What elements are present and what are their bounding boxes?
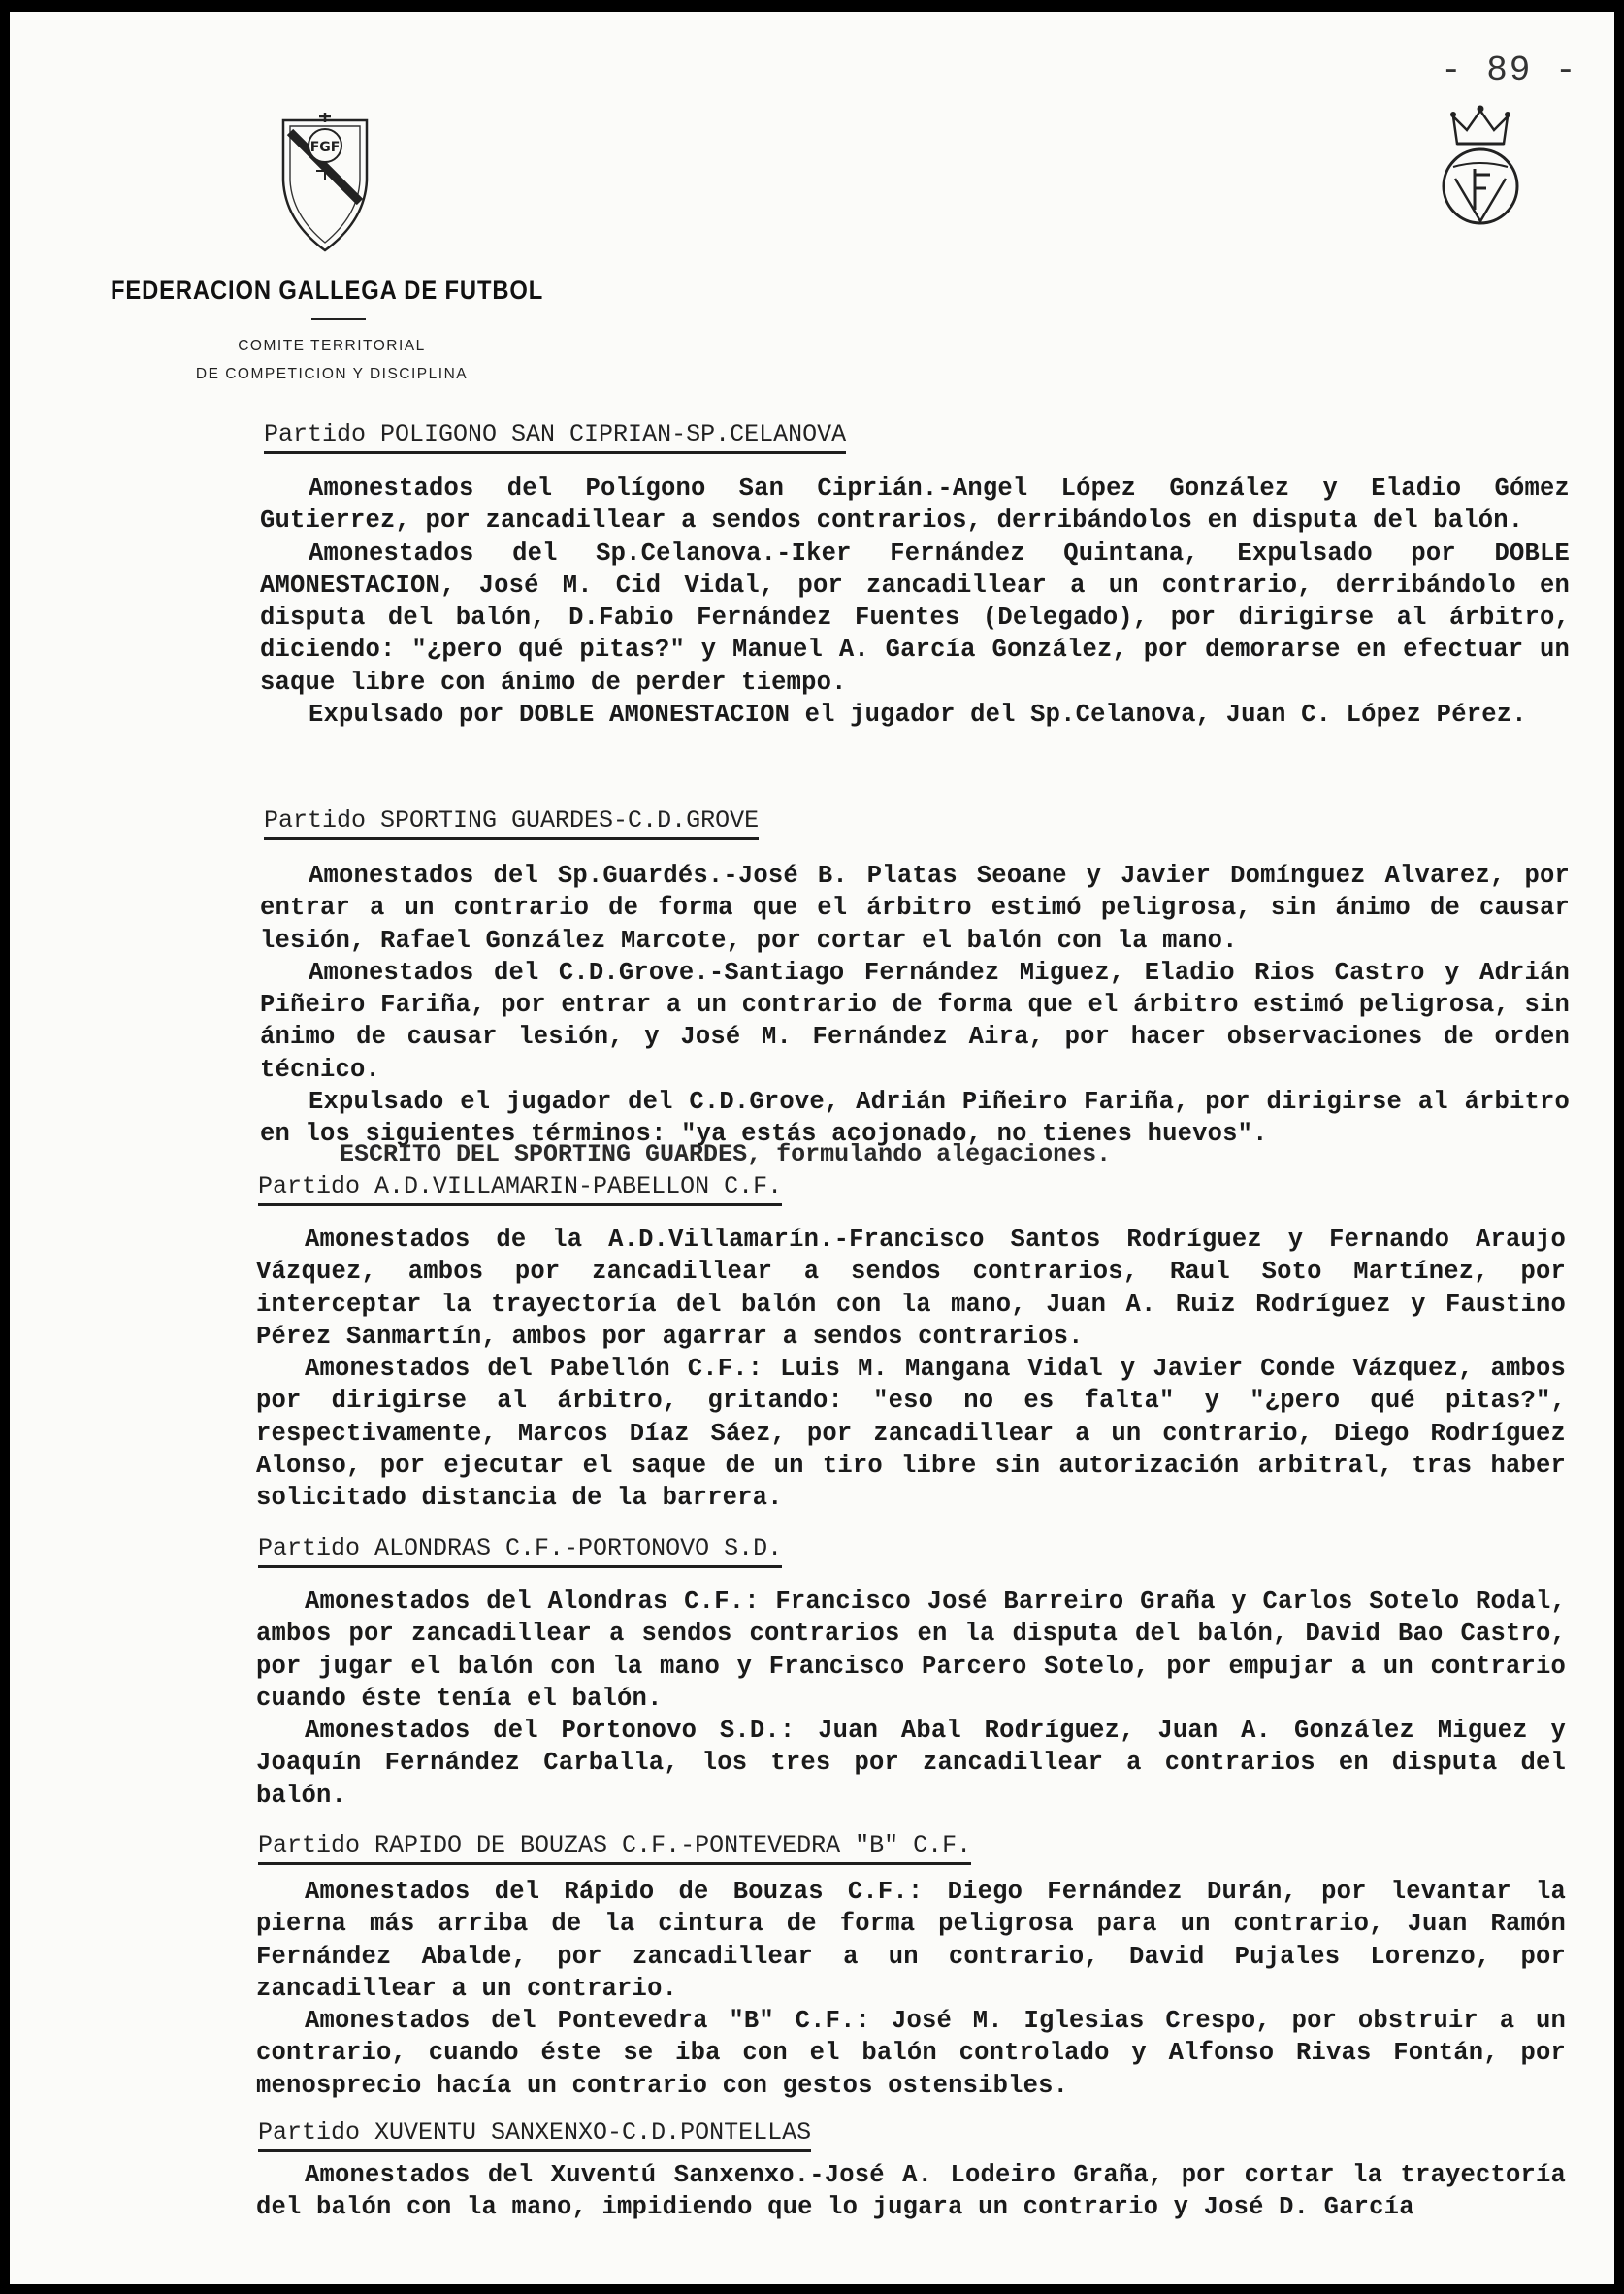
paragraph: Amonestados de la A.D.Villamarín.-Francisco Santos Rodríguez y Fernando Araujo Vázquez, ambos por zancadillear a sendos contrarios, Raul Soto Martínez, por interceptar la trayectoría del balón con la mano, Juan A. Ruiz Rodríguez y Faustino Pérez Sanmartín, ambos por agarrar a sendos contrarios. — [256, 1226, 1566, 1351]
svg-text:FGF: FGF — [309, 140, 341, 155]
match-title-4: Partido ALONDRAS C.F.-PORTONOVO S.D. — [258, 1533, 782, 1568]
page-number: - 89 - — [1441, 50, 1578, 90]
match-5-text — [256, 1876, 1566, 2102]
paragraph: Amonestados del Sp.Guardés.-José B. Platas Seoane y Javier Domínguez Alvarez, por entrar a un contrario de forma que el árbitro estimó peligrosa, sin ánimo de causar lesión, Rafael González Marcote, por cortar el balón con la mano. — [260, 862, 1570, 955]
overtyped-note: ESCRITO DEL SPORTING GUARDES, formulando alegaciones. — [340, 1140, 1112, 1168]
paragraph: Amonestados del C.D.Grove.-Santiago Fernández Miguez, Eladio Rios Castro y Adrián Piñeiro Fariña, por entrar a un contrario de forma que el árbitro estimó peligrosa, sin ánimo de causar lesión, y José M. Fernández Aira, por hacer observaciones de orden técnico. — [260, 958, 1570, 1084]
crown-crest-icon — [1436, 101, 1525, 233]
match-title-5: Partido RAPIDO DE BOUZAS C.F.-PONTEVEDRA "B" C.F. — [258, 1830, 971, 1865]
paragraph: Amonestados del Pabellón C.F.: Luis M. Mangana Vidal y Javier Conde Vázquez, ambos por dirigirse al árbitro, gritando: "eso no es falta" y "¿pero qué pitas?", respectivamente, Marcos Díaz Sáez, por zancadillear a un contrario, Diego Rodríguez Alonso, por ejecutar el saque de un tiro libre sin autorización arbitral, tras haber solicitado distancia de la barrera. — [256, 1355, 1566, 1513]
match-1-text — [260, 473, 1570, 731]
match-title-6: Partido XUVENTU SANXENXO-C.D.PONTELLAS — [258, 2117, 811, 2152]
paragraph: Amonestados del Polígono San Ciprián.-Angel López González y Eladio Gómez Gutierrez, por zancadillear a sendos contrarios, derribándolos en disputa del balón. — [260, 475, 1570, 536]
match-6-text — [256, 2159, 1566, 2224]
committee-name — [138, 332, 526, 388]
federation-shield-icon — [279, 113, 371, 254]
match-3-text — [256, 1224, 1566, 1515]
match-2-text — [260, 860, 1570, 1151]
paragraph: Amonestados del Portonovo S.D.: Juan Abal Rodríguez, Juan A. González Miguez y Joaquín Fernández Carballa, los tres por zancadillear a contrarios en disputa del balón. — [256, 1717, 1566, 1810]
match-title-1: Partido POLIGONO SAN CIPRIAN-SP.CELANOVA — [264, 419, 846, 454]
paragraph: Expulsado por DOBLE AMONESTACION el jugador del Sp.Celanova, Juan C. López Pérez. — [309, 701, 1527, 730]
title-divider — [311, 318, 366, 320]
paragraph: Amonestados del Alondras C.F.: Francisco José Barreiro Graña y Carlos Sotelo Rodal, ambos por zancadillear a sendos contrarios en la disputa del balón, David Bao Castro, por jugar el balón con la mano y Francisco Parcero Sotelo, por empujar a un contrario cuando éste tenía el balón. — [256, 1588, 1566, 1713]
match-title-3: Partido A.D.VILLAMARIN-PABELLON C.F. — [258, 1171, 782, 1206]
match-4-text — [256, 1586, 1566, 1812]
federation-title: FEDERACION GALLEGA DE FUTBOL — [111, 276, 544, 305]
committee-line-1: COMITE TERRITORIAL — [238, 338, 426, 354]
paragraph: Amonestados del Rápido de Bouzas C.F.: Diego Fernández Durán, por levantar la pierna más arriba de la cintura de forma peligrosa para un contrario, Juan Ramón Fernández Abalde, por zancadillear a un contrario, David Pujales Lorenzo, por zancadillear a un contrario. — [256, 1878, 1566, 2003]
paragraph: Amonestados del Pontevedra "B" C.F.: José M. Iglesias Crespo, por obstruir a un contrario, cuando éste se iba con el balón controlado y Alfonso Rivas Fontán, por menosprecio hacía un contrario con gestos ostensibles. — [256, 2007, 1566, 2100]
paragraph: Amonestados del Xuventú Sanxenxo.-José A. Lodeiro Graña, por cortar la trayectoría del balón con la mano, impidiendo que lo jugara un contrario y José D. García — [256, 2161, 1566, 2222]
document-page — [10, 12, 1614, 2284]
committee-line-2: DE COMPETICION Y DISCIPLINA — [195, 366, 469, 382]
paragraph: Expulsado el jugador del C.D.Grove, Adrián Piñeiro Fariña, por dirigirse al árbitro en los siguientes términos: "ya estás acojonado, no tienes huevos". — [260, 1088, 1570, 1149]
paragraph: Amonestados del Sp.Celanova.-Iker Fernández Quintana, Expulsado por DOBLE AMONESTACION, José M. Cid Vidal, por zancadillear a un contrario, derribándolo en disputa del balón, D.Fabio Fernández Fuentes (Delegado), por dirigirse al árbitro, diciendo: "¿pero qué pitas?" y Manuel A. García González, por demorarse en efectuar un saque libre con ánimo de perder tiempo. — [260, 539, 1570, 697]
match-title-2: Partido SPORTING GUARDES-C.D.GROVE — [264, 805, 759, 840]
